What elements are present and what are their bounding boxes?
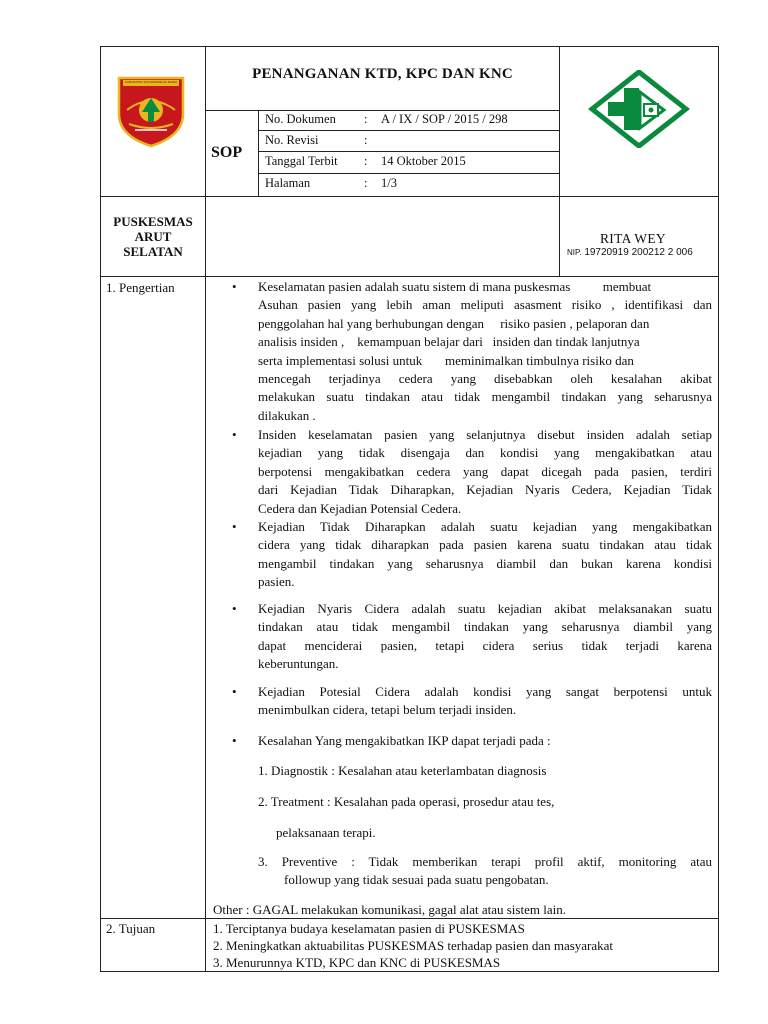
meta-value-halaman: 1/3: [381, 176, 397, 190]
list-item-treatment: 2. Treatment : Kesalahan pada operasi, prosedur atau tes,: [258, 794, 555, 809]
meta-sep: :: [364, 176, 368, 190]
bullet-icon: •: [232, 601, 237, 616]
org-name: [101, 214, 205, 259]
meta-sep: :: [364, 112, 368, 126]
list-item: 1. Terciptanya budaya keselamatan pasien di PUSKESMAS: [213, 921, 525, 936]
meta-value-tanggal: 14 Oktober 2015: [381, 154, 466, 168]
text-line: Insiden keselamatan pasien yang selanjutnya disebut insiden adalah setiap: [258, 427, 712, 442]
text-line: berpotensi mengakibatkan cedera yang dapat dicegah pada pasien, terdiri: [258, 463, 712, 479]
text-line: Keselamatan pasien adalah suatu sistem di mana puskesmas membuat: [258, 279, 652, 294]
text-line: Kejadian Potesial Cidera adalah kondisi yang sangat berpotensi untuk: [258, 684, 712, 699]
paragraph-4: [258, 600, 712, 674]
paragraph-1: [258, 278, 712, 425]
text-line: Kejadian Tidak Diharapkan adalah suatu kejadian yang mengakibatkan: [258, 519, 712, 534]
text-line: serta implementasi solusi untuk meminimalkan timbulnya risiko dan: [258, 352, 634, 368]
paragraph-2: [258, 426, 712, 518]
meta-label-halaman: Halaman: [265, 176, 311, 190]
list-item: 3. Menurunnya KTD, KPC dan KNC di PUSKESMAS: [213, 955, 501, 970]
text-line: pasien.: [258, 574, 295, 590]
document-title: PENANGANAN KTD, KPC DAN KNC: [252, 66, 513, 82]
text-line: Kesalahan Yang mengakibatkan IKP dapat terjadi pada :: [258, 733, 551, 748]
text-line: dari Kejadian Tidak Diharapkan, Kejadian Nyaris Cedera, Kejadian Tidak: [258, 482, 712, 498]
bullet-icon: •: [232, 427, 237, 442]
signer-nip: [567, 247, 693, 258]
signer-name: RITA WEY: [600, 231, 666, 246]
list-item-diagnostik: 1. Diagnostik : Kesalahan atau keterlambatan diagnosis: [258, 763, 547, 778]
text-line: Cedera dan Kejadian Potensial Cedera.: [258, 500, 462, 516]
nip-label: NIP.: [567, 248, 582, 257]
puskesmas-logo: [588, 70, 690, 148]
org-name-line: PUSKESMAS: [113, 214, 193, 229]
paragraph-3: [258, 518, 712, 592]
list-item-preventive: [258, 853, 712, 890]
text-line: analisis insiden , kemampuan belajar dari insiden dan tindak lanjutnya: [258, 334, 640, 350]
section-label-pengertian: 1. Pengertian: [106, 280, 175, 295]
meta-label-revisi: No. Revisi: [265, 133, 319, 147]
nip-value: 19720919 200212 2 006: [584, 247, 693, 258]
text-line: melakukan suatu tindakan atau tidak mengambil tindakan yang seharusnya: [258, 389, 712, 405]
text-line: 3. Preventive : Tidak memberikan terapi profil aktif, monitoring atau: [258, 854, 712, 869]
meta-sep: :: [364, 133, 368, 147]
section-label-tujuan: 2. Tujuan: [106, 921, 156, 936]
text-line: cidera yang tidak diharapkan pada pasien karena suatu tindakan atau tidak: [258, 537, 712, 553]
text-line: dilakukan .: [258, 407, 316, 423]
meta-label-tanggal: Tanggal Terbit: [265, 154, 338, 168]
text-line: penggolahan hal yang berhubungan dengan risiko pasien , pelaporan dan: [258, 315, 650, 331]
text-line: keberuntungan.: [258, 656, 339, 672]
meta-sep: :: [364, 154, 368, 168]
text-line: kejadian yang tidak disengaja dan kondisi yang mengakibatkan atau: [258, 445, 712, 461]
meta-value-dokumen: A / IX / SOP / 2015 / 298: [381, 112, 508, 126]
meta-label-dokumen: No. Dokumen: [265, 112, 336, 126]
bullet-icon: •: [232, 733, 237, 748]
text-line: mencegah terjadinya cedera yang disebabkan oleh kesalahan akibat: [258, 371, 712, 387]
tujuan-list: [213, 920, 713, 971]
list-item: 2. Meningkatkan aktuabilitas PUSKESMAS terhadap pasien dan masyarakat: [213, 938, 614, 953]
list-item-treatment-cont: pelaksanaan terapi.: [276, 825, 376, 840]
text-line: menimbulkan cidera, tetapi belum terjadi insiden.: [258, 702, 517, 718]
text-line: dapat menciderai pasien, tetapi cidera serius tidak terjadi karena: [258, 637, 712, 653]
text-line: mengambil tindakan yang seharusnya diambil dan bukan karena kondisi: [258, 555, 712, 571]
seal-banner-text: KABUPATEN KOTAWARINGIN BARAT: [125, 80, 177, 84]
org-name-line: SELATAN: [123, 244, 183, 259]
text-line: Asuhan pasien yang lebih aman meliputi asasment risiko , identifikasi dan: [258, 297, 712, 313]
sop-label: SOP: [211, 144, 243, 161]
paragraph-5: [258, 683, 712, 720]
org-name-line: ARUT: [134, 229, 172, 244]
text-line: Kejadian Nyaris Cidera adalah suatu kejadian akibat melaksanakan suatu: [258, 601, 712, 616]
bullet-icon: •: [232, 519, 237, 534]
bullet-icon: •: [232, 279, 237, 294]
other-note: Other : GAGAL melakukan komunikasi, gagal alat atau sistem lain.: [213, 902, 566, 917]
regency-seal-logo: [115, 70, 187, 148]
health-cross-icon: [588, 70, 690, 148]
text-line: tindakan atau tidak mengambil tindakan yang seharusnya diambil yang: [258, 619, 712, 635]
paragraph-6: [258, 732, 712, 750]
text-line: followup yang tidak sesuai pada suatu pengobatan.: [284, 872, 549, 888]
bullet-icon: •: [232, 684, 237, 699]
